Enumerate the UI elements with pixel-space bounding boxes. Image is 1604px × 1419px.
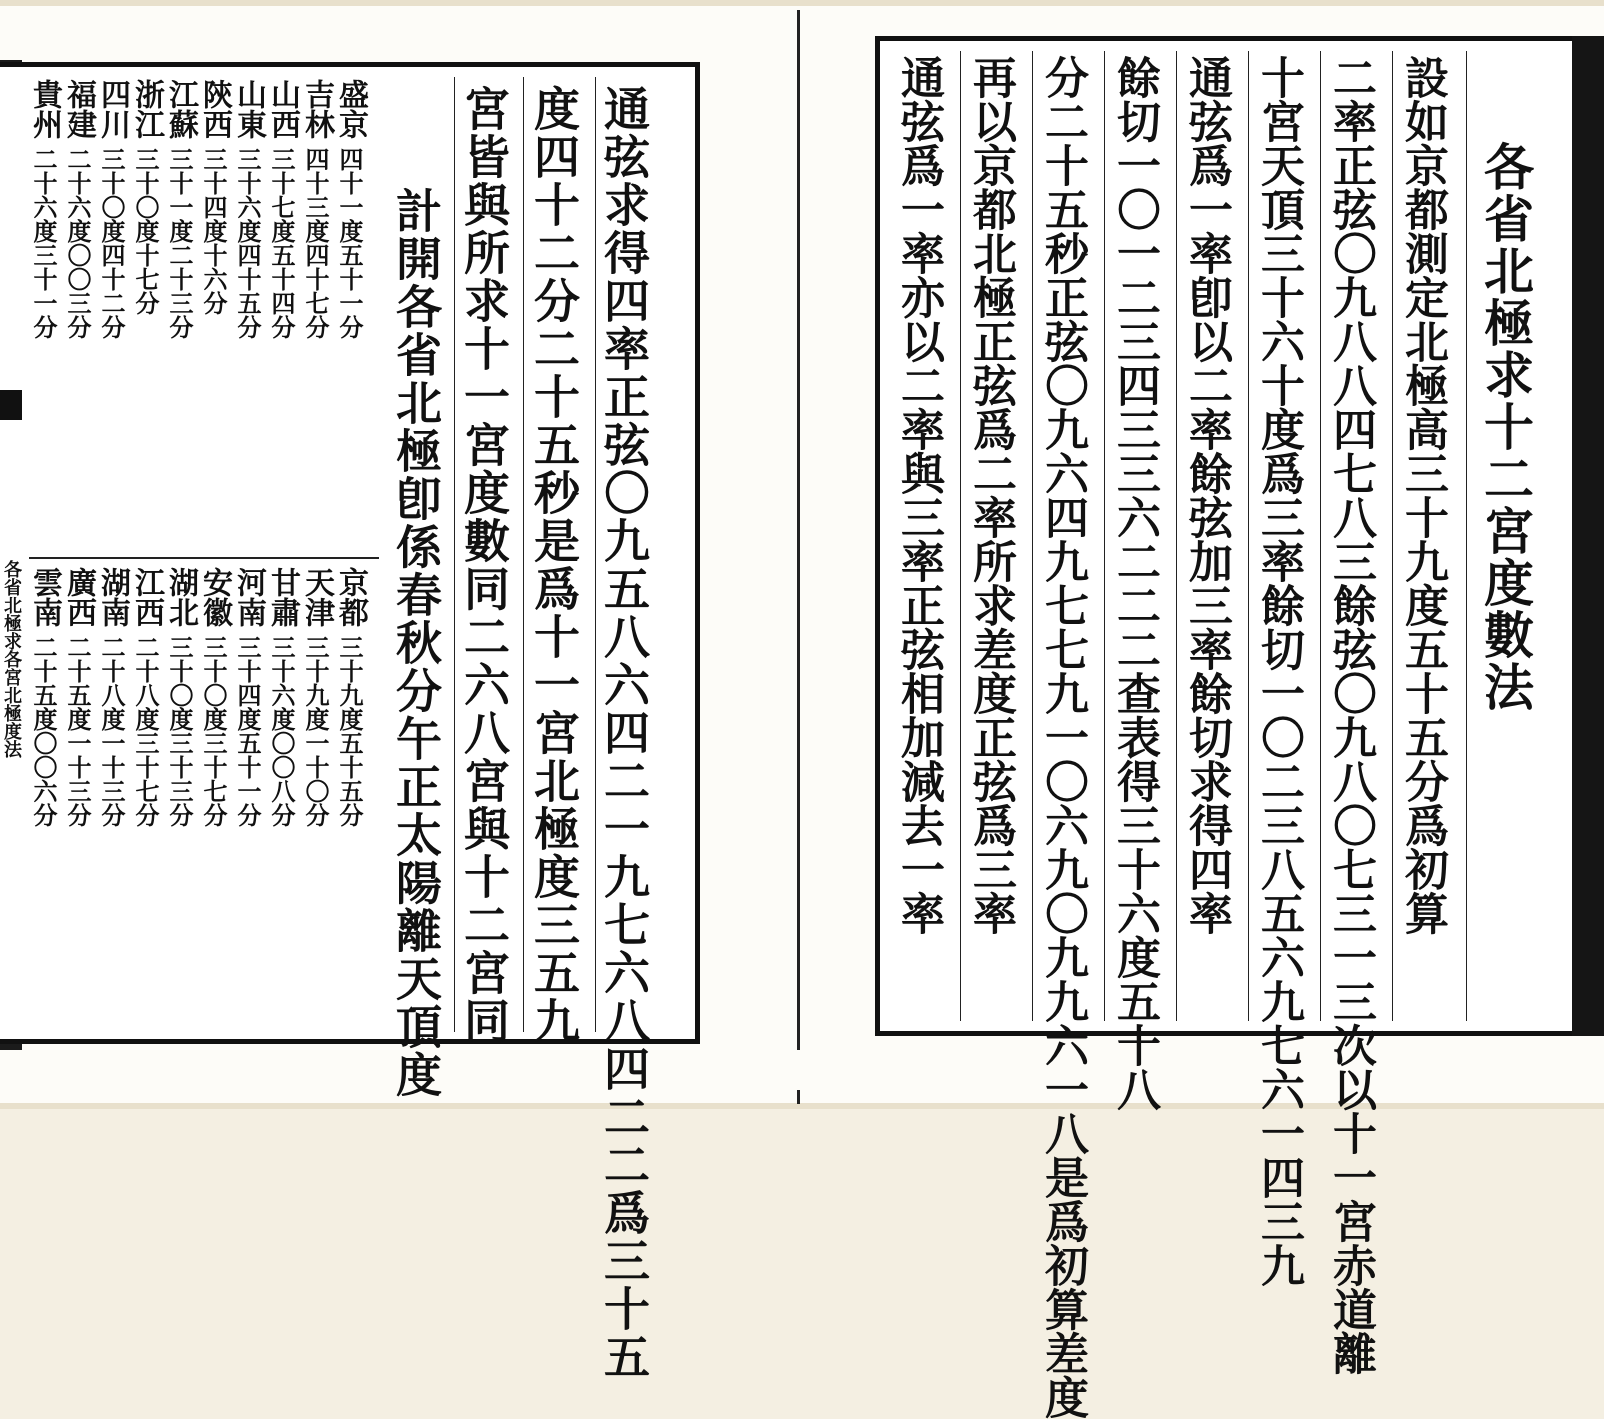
province-name: 山西 bbox=[265, 79, 300, 139]
province-name: 江蘇 bbox=[163, 79, 198, 139]
column-rule bbox=[523, 77, 524, 1032]
side-tab-mark bbox=[0, 390, 22, 420]
province-name: 湖南 bbox=[95, 567, 130, 627]
province-name: 湖北 bbox=[163, 567, 198, 627]
latitude-value: 三十六度〇〇八分 bbox=[267, 635, 296, 827]
province-name: 貴州 bbox=[27, 79, 62, 139]
table-divider bbox=[29, 557, 379, 559]
column-rule bbox=[454, 77, 455, 1032]
column-rule bbox=[960, 51, 961, 1021]
left-text-col-2: 度四十二分二十五秒是爲十一宮北極度三五九 bbox=[527, 85, 581, 1045]
column-rule bbox=[1392, 51, 1393, 1021]
province-name: 山東 bbox=[231, 79, 266, 139]
province-name: 京都 bbox=[333, 567, 368, 627]
right-text-col-5: 餘切一〇一二三四三三六二二二查表得三十六度五十八 bbox=[1109, 55, 1160, 1111]
column-rule bbox=[595, 77, 596, 1032]
latitude-value: 四十三度四十七分 bbox=[301, 147, 330, 339]
section-title: 各省北極求十二宮度數法 bbox=[1476, 141, 1535, 713]
latitude-value: 二十五度一十三分 bbox=[63, 635, 92, 827]
province-name: 雲南 bbox=[27, 567, 62, 627]
province-name: 四川 bbox=[95, 79, 130, 139]
right-text-col-3: 十宮天頂三十六十度爲三率餘切一〇二三八五六九七六一四三九 bbox=[1253, 55, 1304, 1287]
latitude-value: 二十八度三十七分 bbox=[131, 635, 160, 827]
column-rule bbox=[1032, 51, 1033, 1021]
left-text-col-4: 計開各省北極卽係春秋分午正太陽離天頂度 bbox=[389, 187, 443, 1099]
column-rule bbox=[1176, 51, 1177, 1021]
right-text-col-7: 再以京都北極正弦爲二率所求差度正弦爲三率 bbox=[965, 55, 1016, 935]
province-name: 甘肅 bbox=[265, 567, 300, 627]
left-text-col-1: 通弦求得四率正弦〇九五八六四二一九七六八四二二爲三十五 bbox=[597, 85, 651, 1381]
province-name: 浙江 bbox=[129, 79, 164, 139]
latitude-value: 四十一度五十一分 bbox=[335, 147, 364, 339]
column-rule bbox=[1466, 51, 1467, 1021]
latitude-value: 三十〇度十七分 bbox=[131, 147, 160, 315]
right-text-col-2: 二率正弦〇九八八四七八三餘弦〇九八〇七三一三次以十一宮赤道離 bbox=[1325, 55, 1376, 1375]
right-text-col-1: 設如京都測定北極高三十九度五十五分爲初算 bbox=[1397, 55, 1448, 935]
gutter-tick bbox=[797, 1090, 800, 1104]
latitude-value: 三十九度一十〇分 bbox=[301, 635, 330, 827]
right-text-col-8: 通弦爲一率亦以二率與三率正弦相加減去一率 bbox=[893, 55, 944, 935]
latitude-value: 三十九度五十五分 bbox=[335, 635, 364, 827]
latitude-value: 二十五度〇〇六分 bbox=[29, 635, 58, 827]
province-name: 福建 bbox=[61, 79, 96, 139]
latitude-value: 二十六度三十一分 bbox=[29, 147, 58, 339]
province-name: 江西 bbox=[129, 567, 164, 627]
latitude-value: 二十六度〇〇三分 bbox=[63, 147, 92, 339]
latitude-value: 三十〇度四十二分 bbox=[97, 147, 126, 339]
column-rule bbox=[1104, 51, 1105, 1021]
latitude-value: 三十四度五十一分 bbox=[233, 635, 262, 827]
right-text-col-6: 分二十五秒正弦〇九六四九七七九一〇六九〇九九六一八是爲初算差度 bbox=[1037, 55, 1088, 1419]
left-text-col-3: 宮皆與所求十一宮度數同二六八宮與十二宮同 bbox=[457, 85, 511, 1045]
left-side-margin-label: 各省北極求各宮北極度法 bbox=[1, 560, 22, 758]
province-name: 廣西 bbox=[61, 567, 96, 627]
right-page-edge bbox=[1572, 36, 1604, 1036]
latitude-value: 三十〇度三十三分 bbox=[165, 635, 194, 827]
province-name: 吉林 bbox=[299, 79, 334, 139]
province-name: 河南 bbox=[231, 567, 266, 627]
province-name: 陝西 bbox=[197, 79, 232, 139]
province-name: 盛京 bbox=[333, 79, 368, 139]
latitude-value: 三十一度二十三分 bbox=[165, 147, 194, 339]
province-name: 天津 bbox=[299, 567, 334, 627]
latitude-value: 三十四度十六分 bbox=[199, 147, 228, 315]
column-rule bbox=[1320, 51, 1321, 1021]
left-page bbox=[0, 62, 700, 1381]
right-page bbox=[875, 36, 1597, 1419]
column-rule bbox=[1248, 51, 1249, 1021]
latitude-value: 三十〇度三十七分 bbox=[199, 635, 228, 827]
province-name: 安徽 bbox=[197, 567, 232, 627]
latitude-value: 三十六度四十五分 bbox=[233, 147, 262, 339]
right-text-col-4: 通弦爲一率卽以二率餘弦加三率餘切求得四率 bbox=[1181, 55, 1232, 935]
book-gutter bbox=[797, 10, 800, 1050]
latitude-value: 二十八度一十三分 bbox=[97, 635, 126, 827]
latitude-value: 三十七度五十四分 bbox=[267, 147, 296, 339]
